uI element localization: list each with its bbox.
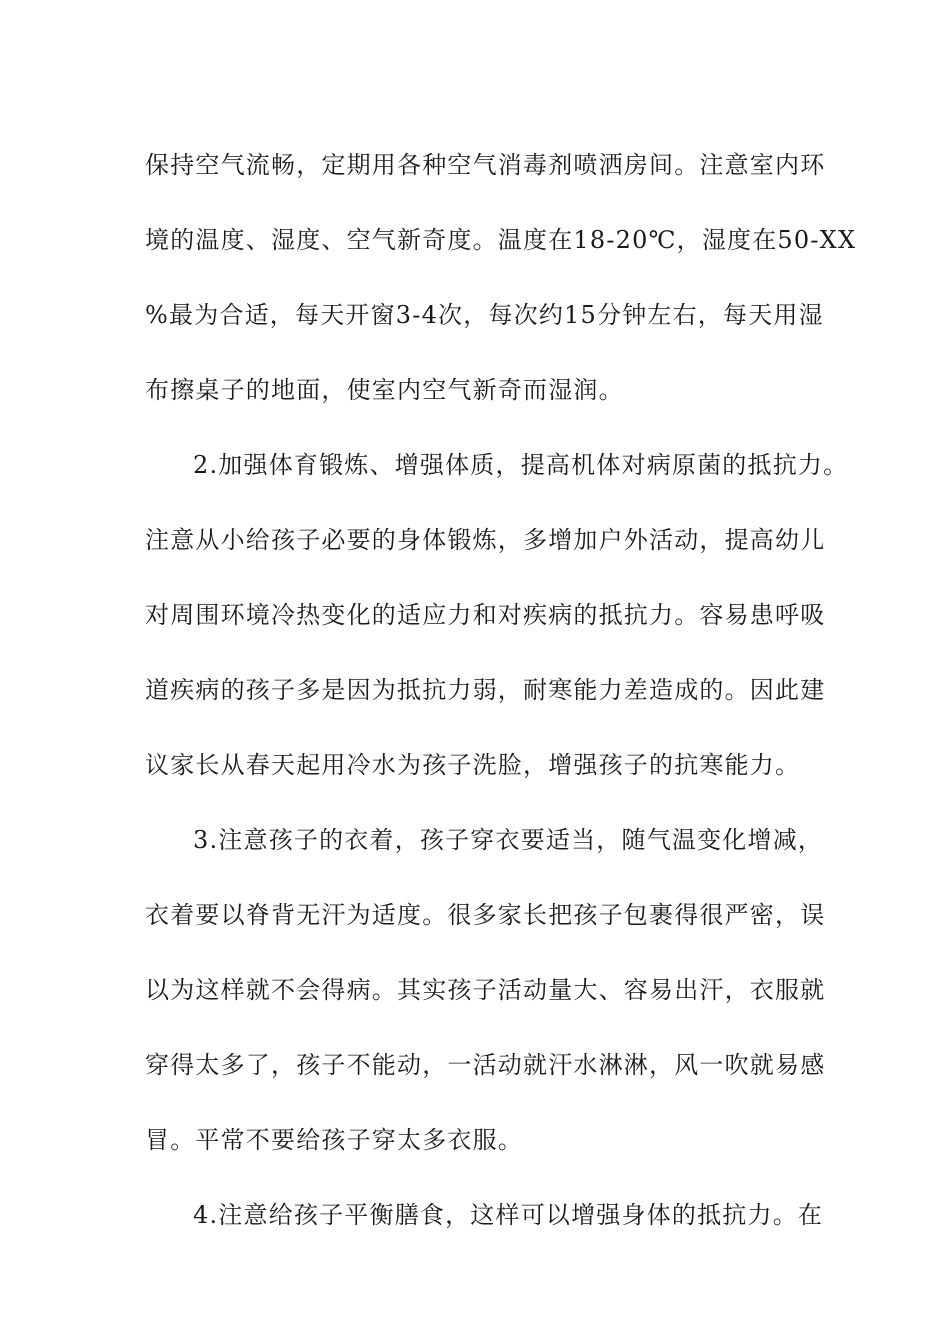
text-line: 道疾病的孩子多是因为抵抗力弱，耐寒能力差造成的。因此建 [145, 676, 826, 704]
text-line: 冒。平常不要给孩子穿太多衣服。 [145, 1126, 523, 1154]
text-line: 保持空气流畅，定期用各种空气消毒剂喷洒房间。注意室内环 [145, 151, 826, 179]
text-line: 议家长从春天起用冷水为孩子洗脸，增强孩子的抗寒能力。 [145, 751, 801, 779]
text-line: 对周围环境冷热变化的适应力和对疾病的抵抗力。容易患呼吸 [145, 601, 826, 629]
text-line: 布擦桌子的地面，使室内空气新奇而湿润。 [145, 376, 624, 404]
text-line: 以为这样就不会得病。其实孩子活动量大、容易出汗，衣服就 [145, 976, 826, 1004]
body-text [145, 128, 857, 1253]
paragraph-start-line: 3.注意孩子的衣着，孩子穿衣要适当，随气温变化增减， [193, 826, 824, 854]
text-line: 穿得太多了，孩子不能动，一活动就汗水淋淋，风一吹就易感 [145, 1051, 826, 1079]
text-line: 衣着要以脊背无汗为适度。很多家长把孩子包裹得很严密，误 [145, 901, 826, 929]
text-line: %最为合适，每天开窗3-4次，每次约15分钟左右，每天用湿 [145, 301, 824, 329]
text-line: 注意从小给孩子必要的身体锻炼，多增加户外活动，提高幼儿 [145, 526, 826, 554]
text-line: 境的温度、湿度、空气新奇度。温度在18-20℃，湿度在50-XX [145, 226, 857, 254]
paragraph-start-line: 4.注意给孩子平衡膳食，这样可以增强身体的抵抗力。在 [193, 1201, 824, 1229]
paragraph-start-line: 2.加强体育锻炼、增强体质，提高机体对病原菌的抵抗力。 [193, 451, 849, 479]
